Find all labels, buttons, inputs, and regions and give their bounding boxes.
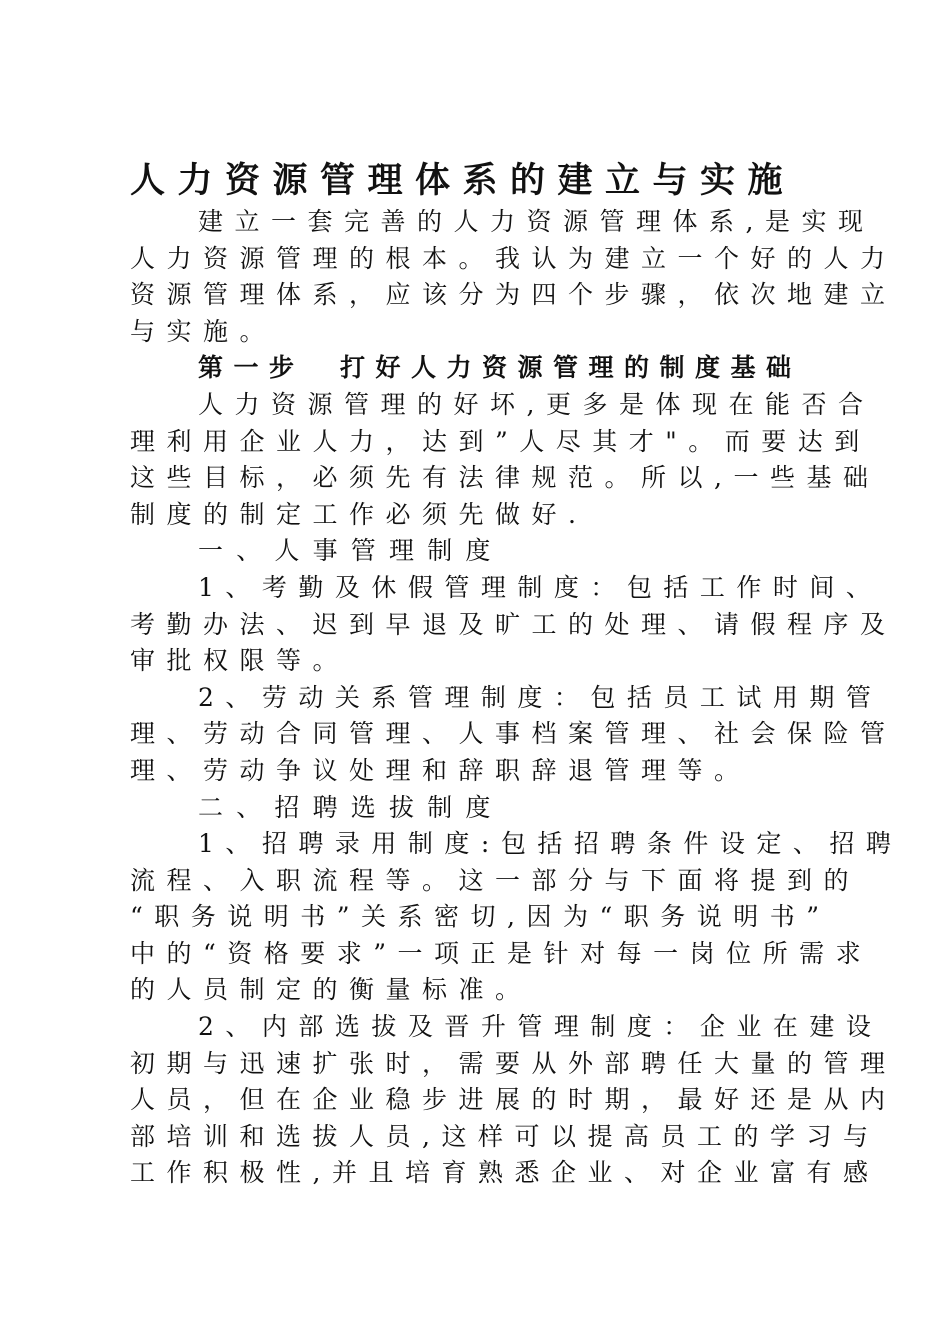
paragraph-recruitment (130, 826, 903, 1009)
text-line: 与实施。 (130, 316, 277, 346)
text-line: 这些目标，必须先有法律规范。所以,一些基础 (130, 463, 880, 493)
text-line: 工作积极性,并且培育熟悉企业、对企业富有感 (130, 1158, 880, 1188)
text-line: 建立一套完善的人力资源管理体系,是实现 (198, 207, 875, 236)
text-line: 部培训和选拔人员,这样可以提高员工的学习与 (130, 1121, 880, 1151)
text-line: 中的“资格要求”一项正是针对每一岗位所需求 (130, 938, 873, 968)
text-line: 人力资源管理的好坏,更多是体现在能否合 (198, 389, 875, 419)
text-line: 制度的制定工作必须先做好. (130, 499, 588, 529)
section-heading-step-one (130, 350, 830, 387)
paragraph-attendance (130, 570, 897, 680)
text-line: 人员，但在企业稳步进展的时期，最好还是从内 (130, 1085, 897, 1115)
text-line: 理、劳动争议处理和辞职辞退管理等。 (130, 755, 751, 785)
text-line: 审批权限等。 (130, 646, 350, 676)
text-line: 资源管理体系，应该分为四个步骤，依次地建立 (130, 280, 897, 310)
document-title: 人力资源管理体系的建立与实施 (130, 160, 796, 201)
text-line: 初期与迅速扩张时，需要从外部聘任大量的管理 (130, 1048, 897, 1078)
subsection-heading-personnel (130, 533, 830, 570)
paragraph-internal-promotion (130, 1009, 897, 1192)
text-line: 1、招聘录用制度:包括招聘条件设定、招聘 (198, 829, 903, 859)
paragraph-intro (130, 204, 897, 350)
text-line: 2、劳动关系管理制度：包括员工试用期管 (198, 682, 883, 712)
text-line: 的人员制定的衡量标准。 (130, 975, 532, 1005)
text-line: 人力资源管理的根本。我认为建立一个好的人力 (130, 243, 897, 273)
document-page (130, 158, 903, 1192)
text-line: 理、劳动合同管理、人事档案管理、社会保险管 (130, 719, 897, 749)
heading-line: 二、招聘选拔制度 (198, 792, 504, 822)
heading-line: 一、人事管理制度 (198, 536, 504, 566)
paragraph-step-one-body (130, 387, 880, 533)
text-line: 1、考勤及休假管理制度：包括工作时间、 (198, 572, 883, 602)
text-line: “职务说明书”关系密切,因为“职务说明书” (130, 902, 831, 932)
text-line: 流程、入职流程等。这一部分与下面将提到的 (130, 865, 861, 895)
text-line: 2、内部选拔及晋升管理制度：企业在建设 (198, 1012, 883, 1042)
text-line: 考勤办法、迟到早退及旷工的处理、请假程序及 (130, 609, 897, 639)
heading-line: 第一步 打好人力资源管理的制度基础 (198, 353, 802, 383)
text-line: 理利用企业人力，达到”人尽其才"。而要达到 (130, 426, 871, 456)
paragraph-labor-relations (130, 680, 897, 790)
subsection-heading-recruitment (130, 790, 830, 827)
